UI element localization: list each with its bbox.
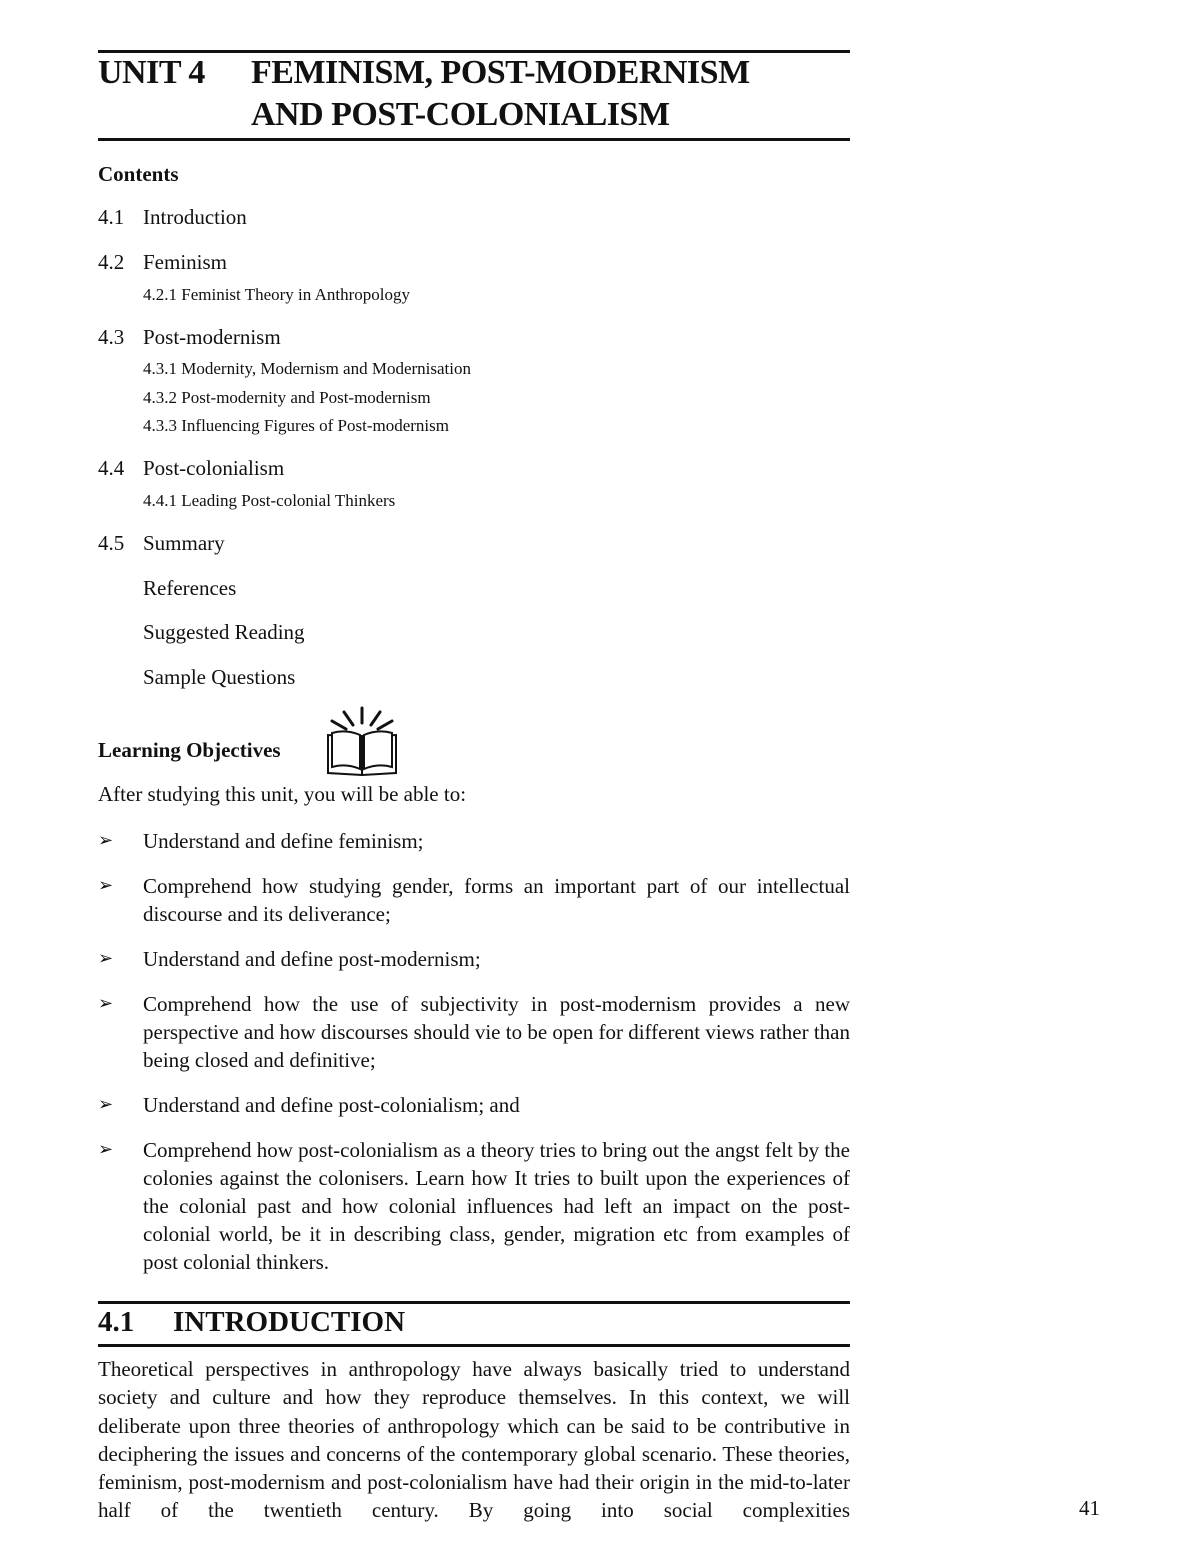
unit-heading (251, 52, 851, 136)
objective-text: Understand and define post-colonialism; and (143, 1093, 520, 1117)
toc-subitem: 4.3.2 Post-modernity and Post-modernism (143, 388, 431, 407)
toc-item-label: Introduction (143, 205, 247, 229)
toc-subitem: 4.4.1 Leading Post-colonial Thinkers (143, 491, 396, 510)
toc-subitem: 4.3.1 Modernity, Modernism and Modernisation (143, 359, 471, 378)
objective-item (98, 1136, 850, 1276)
toc-item-feminism (98, 250, 227, 275)
arrow-bullet-icon: ➢ (98, 993, 114, 1014)
toc-item-post-modernism (98, 325, 281, 350)
objective-text: Understand and define post-modernism; (143, 947, 481, 971)
objective-text: Comprehend how post-colonialism as a theory tries to bring out the angst felt by the colonies against the colonisers. Learn how It tries to built upon the experiences of the colonial past and how colonial influences had left an impact on the post-colonial world, be it in describing class, gender, migration etc from examples of post colonial thinkers. (143, 1138, 850, 1274)
toc-item-label: Post-modernism (143, 325, 281, 349)
toc-item-label: Feminism (143, 250, 228, 274)
toc-item-number: 4.5 (98, 531, 125, 555)
arrow-bullet-icon: ➢ (98, 1139, 114, 1160)
contents-heading: Contents (98, 162, 179, 186)
section-number: 4.1 (98, 1306, 135, 1338)
section-bottom-rule (98, 1344, 850, 1347)
unit-heading-line-1: FEMINISM, POST-MODERNISM (251, 54, 750, 91)
introduction-paragraph: Theoretical perspectives in anthropology have always basically tried to understand society and culture and how they reproduce themselves. In this context, we will deliberate upon three theories of anthropology which can be said to be contributive in deciphering the issues and concerns of the contemporary global scenario. These theories, feminism, post-modernism and post-colonialism have had their origin in the mid-to-later half of the twentieth century. By going into social complexities (98, 1357, 850, 1523)
objective-item (98, 872, 850, 928)
objective-text: Comprehend how the use of subjectivity in post-modernism provides a new perspective and how discourses should vie to be open for different views rather than being closed and definitive; (143, 992, 850, 1072)
toc-item-post-colonialism (98, 456, 284, 481)
toc-subitem: 4.2.1 Feminist Theory in Anthropology (143, 285, 410, 304)
objective-text: Understand and define feminism; (143, 829, 424, 853)
unit-label: UNIT 4 (98, 54, 205, 91)
arrow-bullet-icon: ➢ (98, 948, 114, 969)
arrow-bullet-icon: ➢ (98, 830, 114, 851)
toc-item-number: 4.1 (98, 205, 125, 229)
arrow-bullet-icon: ➢ (98, 1094, 114, 1115)
open-book-icon (324, 703, 400, 779)
toc-item-number: 4.3 (98, 325, 125, 349)
unit-heading-line-2: AND POST-COLONIALISM (251, 96, 670, 133)
toc-item-number: 4.4 (98, 456, 125, 480)
learning-objectives-heading: Learning Objectives (98, 738, 281, 762)
objective-item (98, 827, 850, 855)
toc-item-introduction (98, 205, 247, 230)
toc-item-summary (98, 531, 225, 556)
toc-item-number: 4.2 (98, 250, 125, 274)
learning-objectives-intro: After studying this unit, you will be able to: (98, 782, 467, 806)
objective-item (98, 1091, 850, 1119)
arrow-bullet-icon: ➢ (98, 875, 114, 896)
toc-item-label: Summary (143, 531, 225, 555)
objective-text: Comprehend how studying gender, forms an important part of our intellectual discourse and its deliverance; (143, 874, 850, 926)
toc-extra-suggested-reading: Suggested Reading (143, 620, 305, 644)
title-bottom-rule (98, 138, 850, 141)
page-number: 41 (1079, 1496, 1100, 1520)
toc-extra-references: References (143, 576, 237, 600)
objective-item (98, 990, 850, 1074)
toc-extra-sample-questions: Sample Questions (143, 665, 296, 689)
section-title: INTRODUCTION (173, 1306, 406, 1338)
toc-item-label: Post-colonialism (143, 456, 285, 480)
section-heading (98, 1302, 405, 1342)
objective-item (98, 945, 850, 973)
toc-subitem: 4.3.3 Influencing Figures of Post-modernism (143, 416, 449, 435)
